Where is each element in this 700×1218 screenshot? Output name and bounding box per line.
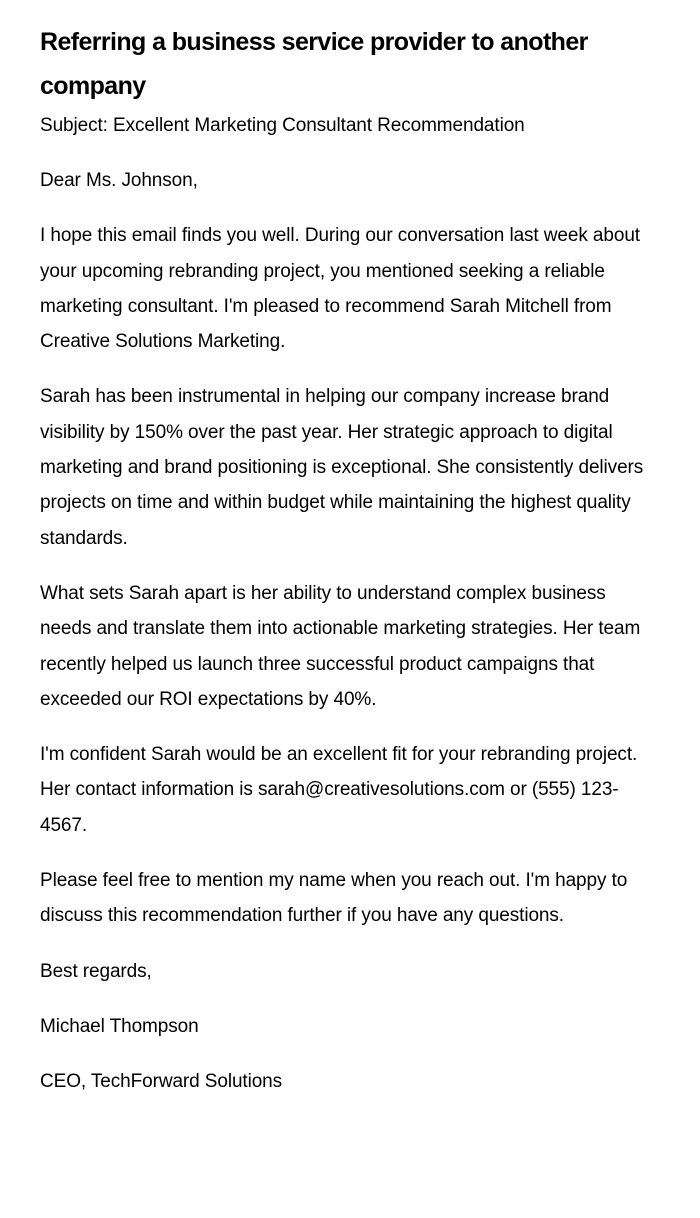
body-paragraph-intro: I hope this email finds you well. During our conversation last week about your upcoming rebranding project, you mentioned seeking a reliable marketing consultant. I'm pleased to recommend Sarah Mitchell from Creative Solutions Marketing. xyxy=(40,225,640,353)
greeting: Dear Ms. Johnson, xyxy=(40,170,198,191)
closing-salutation: Best regards, xyxy=(40,960,152,982)
email-subject: Subject: Excellent Marketing Consultant Recommendation xyxy=(40,115,525,136)
body-paragraph-achievements: Sarah has been instrumental in helping our company increase brand visibility by 150% over the past year. Her strategic approach to digital marketing and brand positioning is exceptional. She consistently delivers projects on time and within budget while maintaining the highest quality standards. xyxy=(40,386,644,549)
page-title: Referring a business service provider to another company xyxy=(40,28,588,100)
body-paragraph-closing: Please feel free to mention my name when you reach out. I'm happy to discuss this recommendation further if you have any questions. xyxy=(40,870,628,927)
signature-name: Michael Thompson xyxy=(40,1015,199,1037)
body-paragraph-strengths: What sets Sarah apart is her ability to understand complex business needs and translate them into actionable marketing strategies. Her team recently helped us launch three successful product campaigns that exceeded our ROI expectations by 40%. xyxy=(40,582,641,710)
signature-title: CEO, TechForward Solutions xyxy=(40,1071,283,1093)
body-paragraph-contact: I'm confident Sarah would be an excellent fit for your rebranding project. Her contact information is sarah@creativesolutions.com or (555) 123-4567. xyxy=(40,744,638,836)
